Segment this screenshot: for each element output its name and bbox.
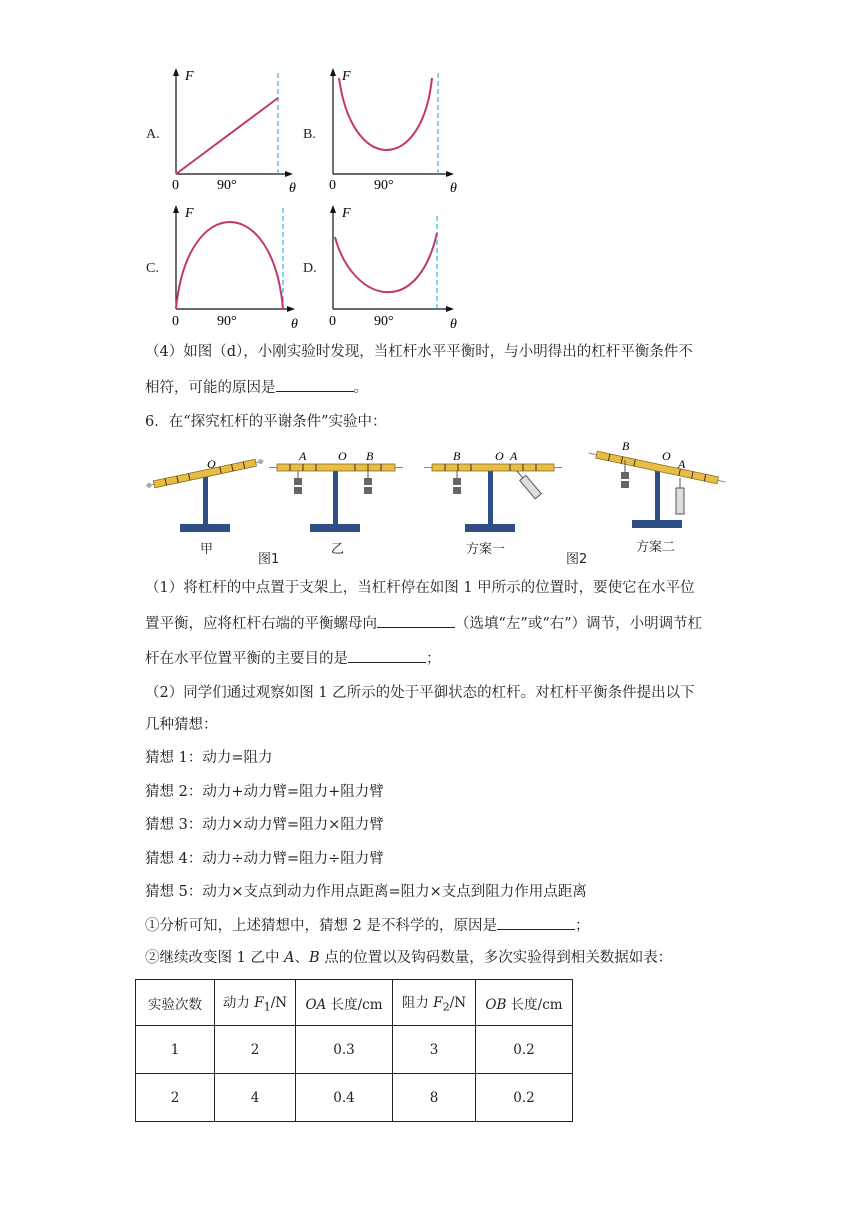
q6-p1-line1: （1）将杠杆的中点置于支架上，当杠杆停在如图 1 甲所示的位置时，要使它在水平位 [145,580,695,596]
guess-1: 猜想 1：动力=阻力 [145,750,273,766]
point-o: O [338,449,347,463]
q4-line1: （4）如图（d），小刚实验时发现，当杠杆水平平衡时，与小明得出的杠杆平衡条件不 [145,344,693,360]
option-d-graph [322,201,462,335]
tick-label: 90° [374,178,394,193]
point-a: A [510,449,518,463]
option-c-graph [165,201,305,335]
point-b: B [622,440,630,453]
curve-d [335,233,437,292]
guess-4: 猜想 4：动力÷动力臂=阻力÷阻力臂 [145,851,384,867]
header-cell: 动力 $F_1/N$ [215,980,296,1026]
point-o: O [495,449,504,463]
guess-5: 猜想 5：动力×支点到动力作用点距离=阻力×支点到阻力作用点距离 [145,884,587,900]
table-row: 2 4 0.4 8 0.2 [136,1074,573,1122]
option-a-graph [165,64,300,198]
header-cell: 阻力 $F_2/N$ [393,980,476,1026]
y-axis-label: F [185,69,194,84]
answer-blank[interactable] [497,915,575,930]
x-axis-label: θ [450,181,457,196]
x-axis-label: θ [450,317,457,332]
header-cell: 实验次数 [136,980,215,1026]
point-o: O [207,457,216,471]
point-a: A [299,449,307,463]
lever-jia [145,457,264,532]
lever-scheme-2 [588,440,726,528]
q6-p2-line1: （2）同学们通过观察如图 1 乙所示的处于平御状态的杠杆。对杠杆平衡条件提出以下 [145,685,695,701]
point-b: B [453,449,461,463]
option-b-graph [322,64,462,198]
table-row: 1 2 0.3 3 0.2 [136,1026,573,1074]
header-cell: OB 长度/cm [476,980,573,1026]
answer-blank[interactable] [377,613,455,628]
analysis-line: ①分析可知，上述猜想中，猜想 2 是不科学的，原因是 ； [145,915,589,936]
tick-label: 90° [374,314,394,329]
answer-blank[interactable] [348,648,426,663]
curve-c [176,222,283,309]
point-o: O [662,449,671,463]
continue-line: ②继续改变图 1 乙中 A、B 点的位置以及钩码数量，多次实验得到相关数据如表： [145,950,673,966]
option-c-label: C. [146,261,159,276]
x-axis-label: θ [289,181,296,196]
data-table [135,979,573,1122]
option-a-label: A. [146,127,160,142]
y-axis-label: F [342,206,351,221]
y-axis-label: F [185,206,194,221]
curve-a [176,98,278,174]
q6-title: 6．在“探究杠杆的平谢条件”实验中： [145,414,387,430]
answer-blank[interactable] [276,377,354,392]
caption-scheme-2: 方案二 [636,540,676,555]
guess-3: 猜想 3：动力×动力臂=阻力×阻力臂 [145,817,384,833]
curve-b [339,78,432,150]
origin-label: 0 [172,178,179,193]
q6-p1-line2: 置平衡，应将杠杆右端的平衡螺母向 （选填“左”或“右”）调节，小明调节杠 [145,613,702,634]
option-b-label: B. [303,127,316,142]
caption-yi: 乙 [331,542,345,557]
caption-scheme-1: 方案一 [466,542,506,557]
table-header-row [136,980,573,1026]
caption-jia: 甲 [200,542,214,557]
origin-label: 0 [172,314,179,329]
caption-fig1: 图1 [258,552,280,567]
point-b: B [366,449,374,463]
origin-label: 0 [329,314,336,329]
option-d-label: D. [303,261,317,276]
point-a: A [678,457,686,471]
guess-2: 猜想 2：动力+动力臂=阻力+阻力臂 [145,784,384,800]
origin-label: 0 [329,178,336,193]
lever-scheme-1 [424,449,562,532]
q6-p2-line2: 几种猜想： [145,717,218,733]
tick-label: 90° [217,178,237,193]
tick-label: 90° [217,314,237,329]
caption-fig2: 图2 [566,552,588,567]
header-cell: OA 长度/cm [296,980,393,1026]
q4-line2: 相符，可能的原因是 。 [145,377,368,398]
x-axis-label: θ [291,317,298,332]
q6-p1-line3: 杆在水平位置平衡的主要目的是 ； [145,648,441,669]
lever-yi [269,449,403,532]
y-axis-label: F [342,69,351,84]
